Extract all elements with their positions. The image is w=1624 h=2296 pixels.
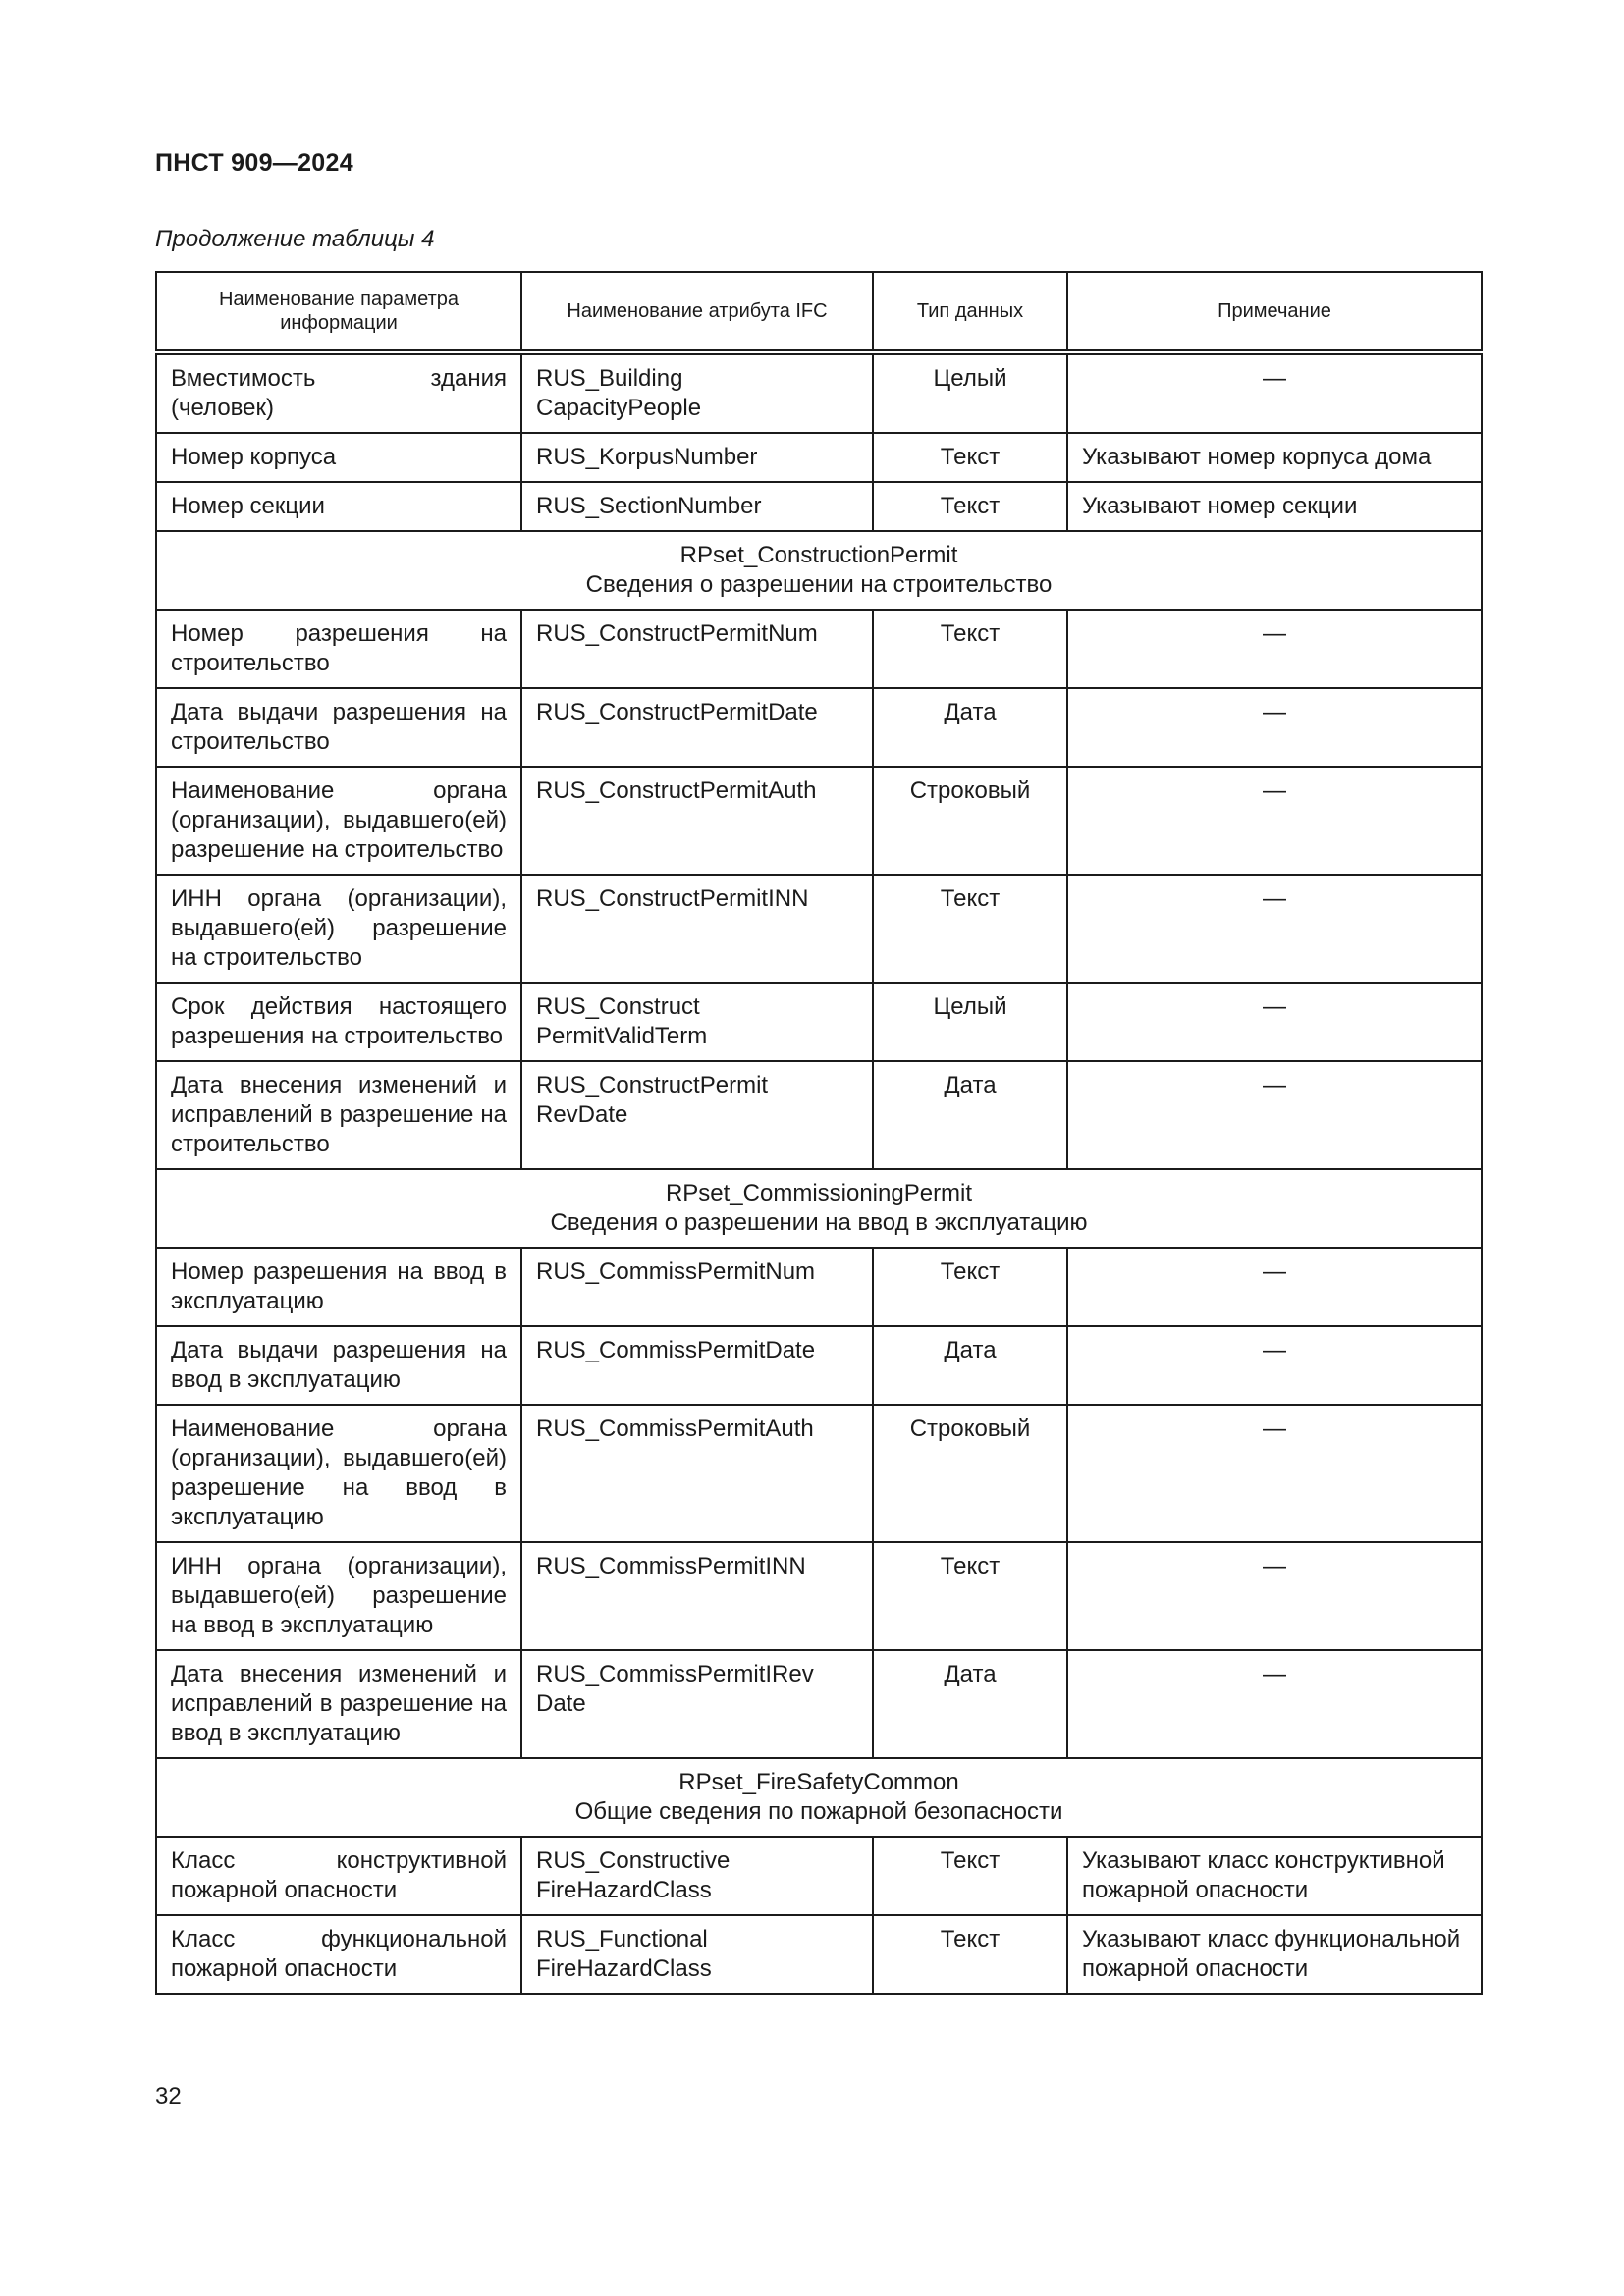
- section-subtitle: Сведения о разрешении на строительство: [585, 571, 1053, 598]
- section-subtitle: Общие сведения по пожарной безопасности: [574, 1798, 1063, 1825]
- parameter-name-cell: Вместимость здания (человек): [156, 352, 521, 433]
- data-type-cell: Текст: [873, 1837, 1067, 1915]
- note-cell: —: [1067, 1061, 1482, 1169]
- parameter-name-cell: Номер разрешения на строительство: [156, 610, 521, 688]
- section-subtitle: Сведения о разрешении на ввод в эксплуатацию: [550, 1209, 1088, 1236]
- table-row: [156, 767, 1482, 875]
- parameter-name-cell: Дата выдачи разрешения на строительство: [156, 688, 521, 767]
- table-row: [156, 1061, 1482, 1169]
- note-cell: —: [1067, 983, 1482, 1061]
- data-type-cell: Дата: [873, 1326, 1067, 1405]
- parameter-name-cell: Наименование органа (организации), выдавшего(ей) разрешение на строительство: [156, 767, 521, 875]
- parameter-name-cell: Номер разрешения на ввод в эксплуатацию: [156, 1248, 521, 1326]
- ifc-attribute-line: RUS_Functional: [536, 1926, 708, 1952]
- parameter-name-cell: Срок действия настоящего разрешения на строительство: [156, 983, 521, 1061]
- ifc-attribute-cell: [521, 875, 873, 983]
- note-cell: —: [1067, 1405, 1482, 1542]
- parameter-name-cell: Номер секции: [156, 482, 521, 531]
- ifc-attribute-line: CapacityPeople: [536, 395, 702, 421]
- ifc-attribute-cell: [521, 1405, 873, 1542]
- ifc-attribute-line: RUS_CommissPermitAuth: [536, 1415, 814, 1442]
- table-row: [156, 433, 1482, 482]
- ifc-attribute-cell: [521, 482, 873, 531]
- parameter-name-cell: Дата выдачи разрешения на ввод в эксплуатацию: [156, 1326, 521, 1405]
- document-code: ПНСТ 909—2024: [155, 149, 353, 177]
- table-row: [156, 610, 1482, 688]
- section-row: [156, 1169, 1482, 1248]
- ifc-attribute-line: FireHazardClass: [536, 1955, 712, 1982]
- data-type-cell: Текст: [873, 1248, 1067, 1326]
- header-ifc-attribute: Наименование атрибута IFC: [521, 272, 873, 352]
- ifc-attribute-line: RUS_ConstructPermit: [536, 1072, 769, 1098]
- section-property-set-name: RPset_FireSafetyCommon: [678, 1769, 959, 1795]
- ifc-attribute-line: RevDate: [536, 1101, 628, 1128]
- page-number: 32: [155, 2083, 182, 2109]
- data-type-cell: Дата: [873, 688, 1067, 767]
- table-row: [156, 1837, 1482, 1915]
- ifc-attribute-cell: [521, 983, 873, 1061]
- note-cell: —: [1067, 1542, 1482, 1650]
- ifc-attribute-cell: [521, 1542, 873, 1650]
- table-row: [156, 875, 1482, 983]
- table-row: [156, 1248, 1482, 1326]
- ifc-attribute-line: RUS_CommissPermitIRev: [536, 1661, 814, 1687]
- section-row: [156, 531, 1482, 610]
- parameter-name-cell: Класс конструктивной пожарной опасности: [156, 1837, 521, 1915]
- section-property-set-name: RPset_ConstructionPermit: [679, 542, 958, 568]
- table-row: [156, 1326, 1482, 1405]
- note-cell: —: [1067, 352, 1482, 433]
- ifc-attribute-line: FireHazardClass: [536, 1877, 712, 1903]
- data-type-cell: Дата: [873, 1061, 1067, 1169]
- table-row: [156, 983, 1482, 1061]
- parameter-name-cell: Класс функциональной пожарной опасности: [156, 1915, 521, 1994]
- table-row: [156, 1405, 1482, 1542]
- ifc-attribute-cell: [521, 688, 873, 767]
- data-type-cell: Текст: [873, 482, 1067, 531]
- table-row: [156, 688, 1482, 767]
- ifc-attribute-line: RUS_CommissPermitINN: [536, 1553, 806, 1579]
- note-cell: —: [1067, 610, 1482, 688]
- data-type-cell: Дата: [873, 1650, 1067, 1758]
- ifc-attribute-line: RUS_KorpusNumber: [536, 444, 758, 470]
- ifc-attribute-cell: [521, 433, 873, 482]
- data-type-cell: Строковый: [873, 1405, 1067, 1542]
- data-type-cell: Текст: [873, 1542, 1067, 1650]
- parameter-name-cell: Номер корпуса: [156, 433, 521, 482]
- parameters-table: [155, 271, 1483, 1995]
- section-row: [156, 1758, 1482, 1837]
- parameter-name-cell: ИНН органа (организации), выдавшего(ей) разрешение на ввод в эксплуатацию: [156, 1542, 521, 1650]
- ifc-attribute-cell: [521, 1915, 873, 1994]
- ifc-attribute-line: RUS_ConstructPermitNum: [536, 620, 818, 647]
- parameter-name-cell: Дата внесения изменений и исправлений в разрешение на строительство: [156, 1061, 521, 1169]
- ifc-attribute-cell: [521, 1248, 873, 1326]
- data-type-cell: Текст: [873, 610, 1067, 688]
- table-row: [156, 1650, 1482, 1758]
- table-row: [156, 482, 1482, 531]
- data-type-cell: Целый: [873, 983, 1067, 1061]
- parameter-name-cell: Наименование органа (организации), выдавшего(ей) разрешение на ввод в эксплуатацию: [156, 1405, 521, 1542]
- note-cell: —: [1067, 1326, 1482, 1405]
- parameter-name-cell: ИНН органа (организации), выдавшего(ей) разрешение на строительство: [156, 875, 521, 983]
- note-cell: —: [1067, 688, 1482, 767]
- ifc-attribute-cell: [521, 1326, 873, 1405]
- ifc-attribute-line: PermitValidTerm: [536, 1023, 708, 1049]
- ifc-attribute-line: RUS_ConstructPermitAuth: [536, 777, 817, 804]
- header-row: [156, 272, 1482, 352]
- ifc-attribute-line: RUS_Building: [536, 365, 683, 392]
- table-body: [156, 352, 1482, 1994]
- table-row: [156, 1542, 1482, 1650]
- data-type-cell: Текст: [873, 875, 1067, 983]
- header-note: Примечание: [1067, 272, 1482, 352]
- ifc-attribute-cell: [521, 1061, 873, 1169]
- ifc-attribute-cell: [521, 352, 873, 433]
- ifc-attribute-cell: [521, 1650, 873, 1758]
- section-heading: [156, 531, 1482, 610]
- ifc-attribute-cell: [521, 1837, 873, 1915]
- note-cell: Указывают класс функциональной пожарной опасности: [1067, 1915, 1482, 1994]
- ifc-attribute-cell: [521, 767, 873, 875]
- section-heading: [156, 1169, 1482, 1248]
- ifc-attribute-line: RUS_CommissPermitDate: [536, 1337, 816, 1363]
- data-type-cell: Текст: [873, 1915, 1067, 1994]
- ifc-attribute-line: Date: [536, 1690, 586, 1717]
- section-heading: [156, 1758, 1482, 1837]
- data-type-cell: Строковый: [873, 767, 1067, 875]
- parameter-name-cell: Дата внесения изменений и исправлений в разрешение на ввод в эксплуатацию: [156, 1650, 521, 1758]
- ifc-attribute-line: RUS_Construct: [536, 993, 700, 1020]
- note-cell: Указывают номер секции: [1067, 482, 1482, 531]
- note-cell: Указывают класс конструктивной пожарной опасности: [1067, 1837, 1482, 1915]
- note-cell: —: [1067, 875, 1482, 983]
- header-data-type: Тип данных: [873, 272, 1067, 352]
- ifc-attribute-cell: [521, 610, 873, 688]
- data-type-cell: Целый: [873, 352, 1067, 433]
- ifc-attribute-line: RUS_Constructive: [536, 1847, 731, 1874]
- table-row: [156, 1915, 1482, 1994]
- note-cell: —: [1067, 767, 1482, 875]
- ifc-attribute-line: RUS_CommissPermitNum: [536, 1258, 816, 1285]
- table-header: [156, 272, 1482, 352]
- table-row: [156, 352, 1482, 433]
- note-cell: Указывают номер корпуса дома: [1067, 433, 1482, 482]
- note-cell: —: [1067, 1650, 1482, 1758]
- ifc-attribute-line: RUS_ConstructPermitDate: [536, 699, 818, 725]
- data-type-cell: Текст: [873, 433, 1067, 482]
- table-caption: Продолжение таблицы 4: [155, 226, 435, 252]
- section-property-set-name: RPset_CommissioningPermit: [665, 1180, 973, 1206]
- header-parameter-name: Наименование параметра информации: [156, 272, 521, 352]
- note-cell: —: [1067, 1248, 1482, 1326]
- ifc-attribute-line: RUS_SectionNumber: [536, 493, 762, 519]
- ifc-attribute-line: RUS_ConstructPermitINN: [536, 885, 809, 912]
